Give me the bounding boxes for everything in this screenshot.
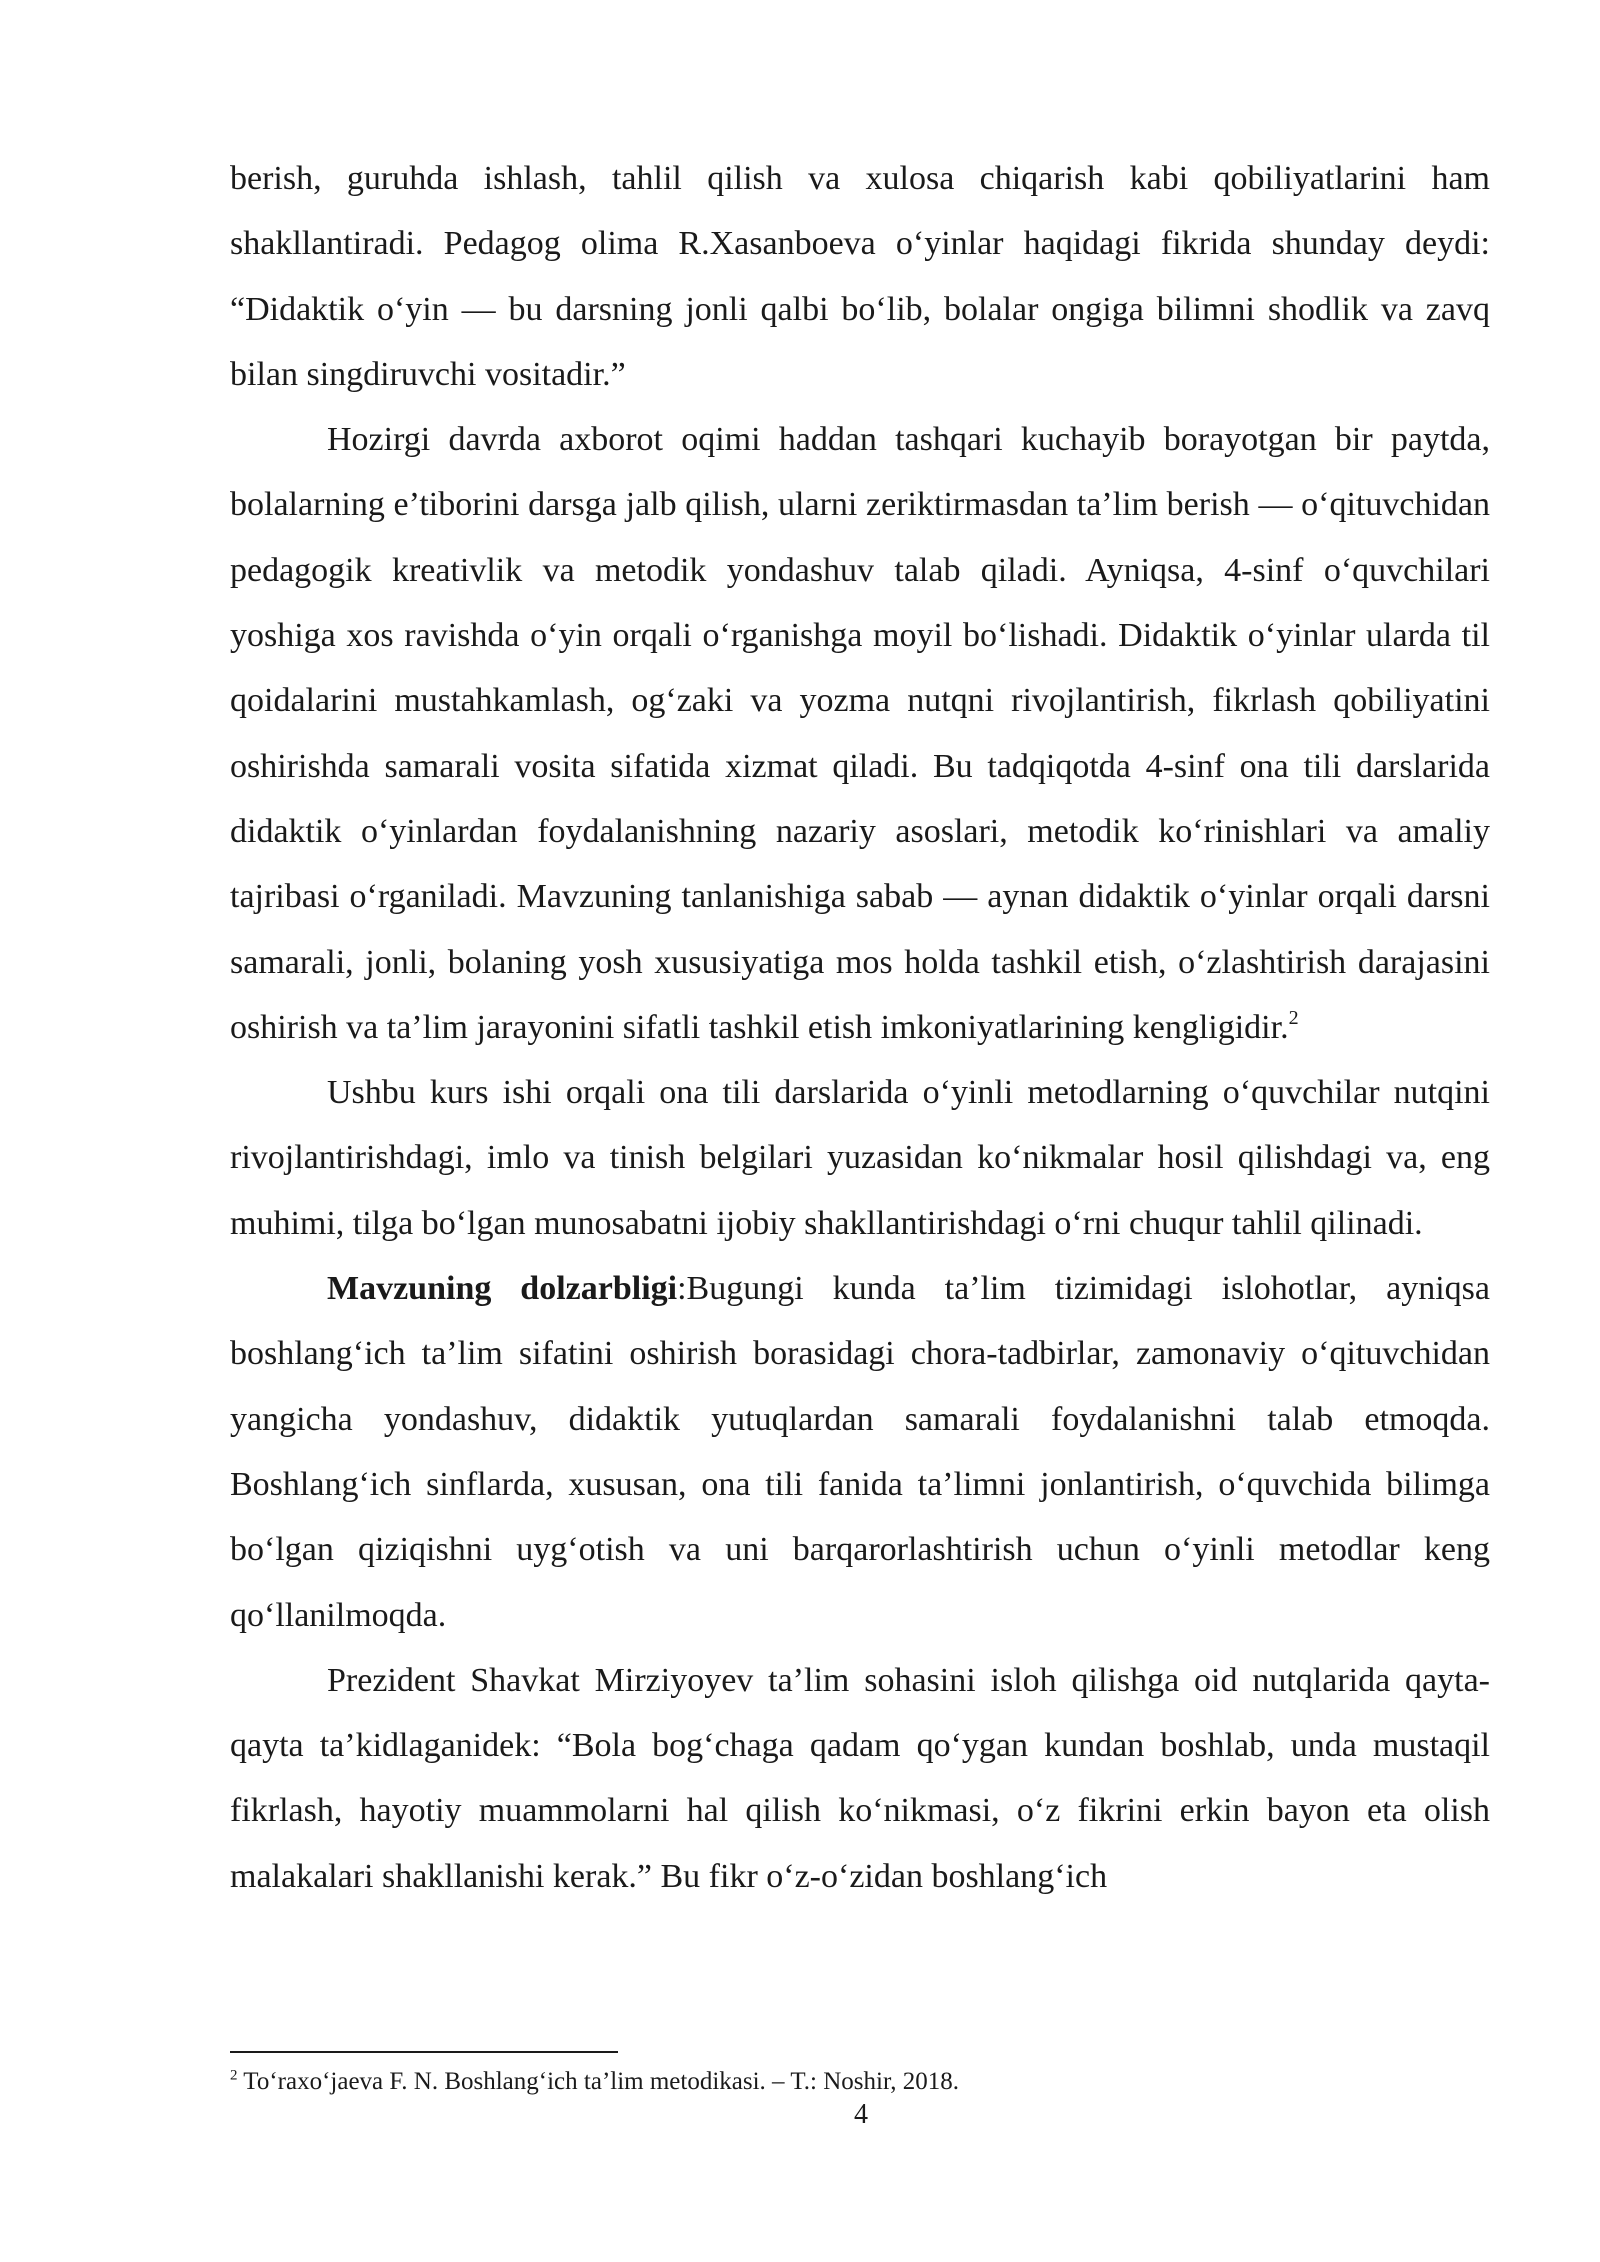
- paragraph-2-text: Hozirgi davrda axborot oqimi haddan tashqari kuchayib borayotgan bir paytda, bolalarning e’tiborini darsga jalb qilish, ularni zeriktirmasdan ta’lim berish — o‘qituvchidan pedagogik kreativlik va metodik yondashuv talab qiladi. Ayniqsa, 4-sinf o‘quvchilari yoshiga xos ravishda o‘yin orqali o‘rganishga moyil bo‘lishadi. Didaktik o‘yinlar ularda til qoidalarini mustahkamlash, og‘zaki va yozma nutqni rivojlantirish, fikrlash qobiliyatini oshirishda samarali vosita sifatida xizmat qiladi. Bu tadqiqotda 4-sinf ona tili darslarida didaktik o‘yinlardan foydalanishning nazariy asoslari, metodik ko‘rinishlari va amaliy tajribasi o‘rganiladi. Mavzuning tanlanishiga sabab — aynan didaktik o‘yinlar orqali darsni samarali, jonli, bolaning yosh xususiyatiga mos holda tashkil etish, o‘zlashtirish darajasini oshirish va ta’lim jarayonini sifatli tashkil etish imkoniyatlarining kengligidir.: [230, 421, 1490, 1046]
- paragraph-5-text: Prezident Shavkat Mirziyoyev ta’lim sohasini isloh qilishga oid nutqlarida qayta-qayta ta’kidlaganidek: “Bola bog‘chaga qadam qo‘ygan kundan boshlab, unda mustaqil fikrlash, hayotiy muammolarni hal qilish ko‘nikmasi, o‘z fikrini erkin bayon eta olish malakalari shakllanishi kerak.” Bu fikr o‘z-o‘zidan boshlang‘ich: [230, 1661, 1490, 1895]
- body-text: [230, 146, 1490, 1909]
- paragraph-2: [230, 407, 1490, 1060]
- paragraph-1-text: berish, guruhda ishlash, tahlil qilish va xulosa chiqarish kabi qobiliyatlarini ham shakllantiradi. Pedagog olima R.Xasanboeva o‘yinlar haqidagi fikrida shunday deydi: “Didaktik o‘yin — bu darsning jonli qalbi bo‘lib, bolalar ongiga bilimni shodlik va zavq bilan singdiruvchi vositadir.”: [230, 160, 1490, 393]
- footnote-text: To‘raxo‘jaeva F. N. Boshlang‘ich ta’lim metodikasi. – T.: Noshir, 2018.: [237, 2068, 960, 2095]
- footnote-number: 2: [230, 2067, 238, 2084]
- paragraph-5: [230, 1648, 1490, 1909]
- paragraph-3: [230, 1060, 1490, 1256]
- footnote-reference: 2: [1288, 1006, 1299, 1029]
- paragraph-4: [230, 1256, 1490, 1648]
- paragraph-4-text: :Bugungi kunda ta’lim tizimidagi islohotlar, ayniqsa boshlang‘ich ta’lim sifatini oshirish borasidagi chora-tadbirlar, zamonaviy o‘qituvchidan yangicha yondashuv, didaktik yutuqlardan samarali foydalanishni talab etmoqda. Boshlang‘ich sinflarda, xususan, ona tili fanida ta’limni jonlantirish, o‘quvchida bilimga bo‘lgan qiziqishni uyg‘otish va uni barqarorlashtirish uchun o‘yinli metodlar keng qo‘llanilmoqda.: [230, 1270, 1490, 1634]
- section-heading-relevance: Mavzuning dolzarbligi: [327, 1270, 678, 1308]
- footnote-separator: [230, 2051, 618, 2053]
- page-number: 4: [854, 2099, 868, 2130]
- paragraph-1: [230, 146, 1490, 407]
- paragraph-3-text: Ushbu kurs ishi orqali ona tili darslarida o‘yinli metodlarning o‘quvchilar nutqini rivojlantirishdagi, imlo va tinish belgilari yuzasidan ko‘nikmalar hosil qilishdagi va, eng muhimi, tilga bo‘lgan munosabatni ijobiy shakllantirishdagi o‘rni chuqur tahlil qilinadi.: [230, 1074, 1490, 1242]
- footnote: [230, 2066, 1490, 2098]
